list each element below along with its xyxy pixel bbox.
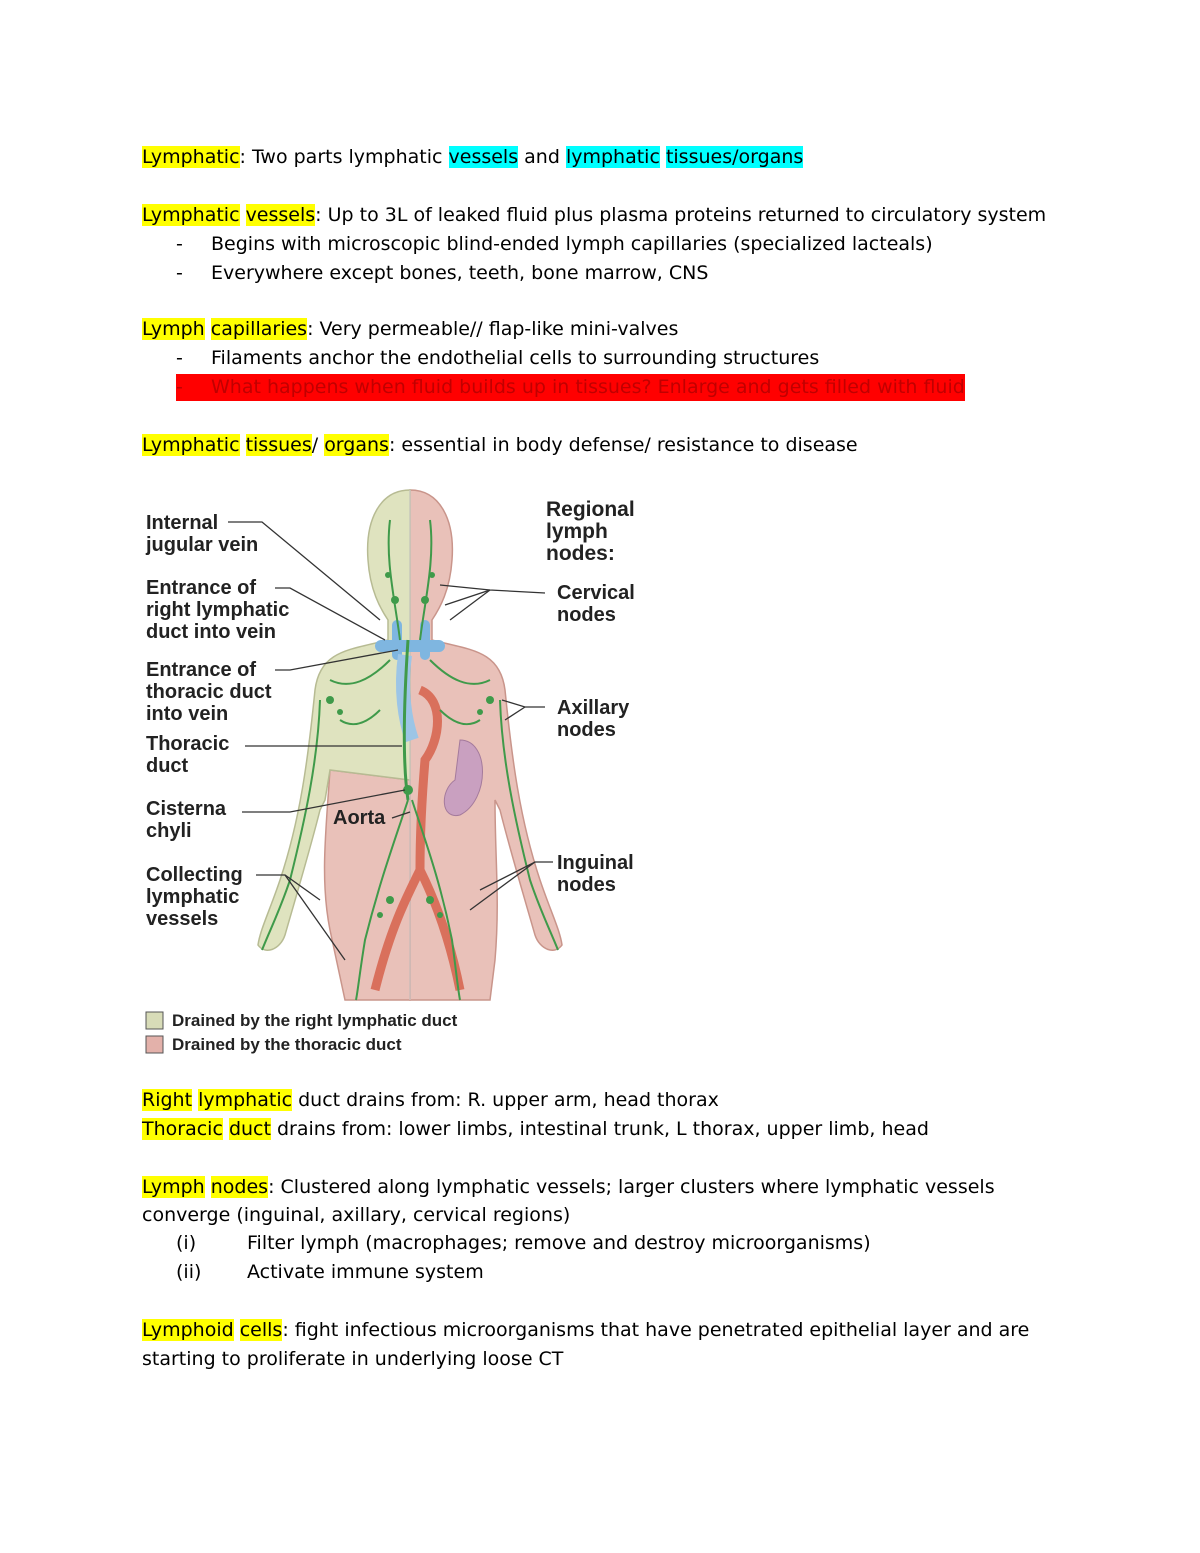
highlight-term: Lymphoid: [142, 1319, 234, 1341]
nodes-line: Lymph nodes: Clustered along lymphatic vessels; larger clusters where lymphatic vessels: [142, 1176, 995, 1198]
highlight-term: Right: [142, 1089, 193, 1111]
highlight-term: Lymphatic: [142, 204, 240, 226]
label-axillary-nodes: Axillary nodes: [557, 697, 630, 741]
bullet-item: Filaments anchor the endothelial cells to surrounding structures: [211, 347, 820, 369]
list-item: Activate immune system: [247, 1261, 484, 1283]
highlight-term: nodes: [210, 1176, 269, 1198]
label-thoracic-duct-entrance: Entrance of thoracic duct into vein: [146, 659, 272, 725]
bullet-dash: -: [176, 262, 183, 284]
legend-swatch-thoracic: [146, 1036, 163, 1053]
list-number: (ii): [176, 1261, 202, 1283]
label-cervical-nodes: Cervical nodes: [557, 582, 635, 626]
label-collecting-vessels: Collecting lymphatic vessels: [146, 864, 243, 930]
highlight-term: Thoracic: [142, 1118, 223, 1140]
right-duct-line: Right lymphatic duct drains from: R. upper arm, head thorax: [142, 1089, 719, 1111]
label-internal-jugular: Internal jugular vein: [146, 512, 259, 556]
highlight-term: vessels: [245, 204, 316, 226]
legend-label-right: Drained by the right lymphatic duct: [172, 1011, 458, 1030]
vessels-line: Lymphatic vessels: Up to 3L of leaked fluid plus plasma proteins returned to circulatory system: [142, 204, 1047, 226]
highlight-term: Lymphatic: [142, 146, 240, 168]
nodes-line-2: converge (inguinal, axillary, cervical regions): [142, 1204, 571, 1226]
highlight-term: Lymph: [142, 1176, 205, 1198]
highlight-term: lymphatic: [565, 146, 660, 168]
highlight-term: vessels: [448, 146, 519, 168]
legend-label-thoracic: Drained by the thoracic duct: [172, 1035, 402, 1054]
highlight-term: lymphatic: [198, 1089, 293, 1111]
lymphoid-line: Lymphoid cells: fight infectious microorganisms that have penetrated epithelial layer and are: [142, 1319, 1030, 1341]
list-number: (i): [176, 1232, 197, 1254]
lymphoid-line-2: starting to proliferate in underlying loose CT: [142, 1348, 564, 1370]
highlight-term: tissues: [665, 146, 733, 168]
bullet-dash: -: [176, 376, 183, 398]
highlight-term: Lymphatic: [142, 434, 240, 456]
tissues-line: Lymphatic tissues/ organs: essential in body defense/ resistance to disease: [142, 434, 858, 456]
highlight-term: cells: [239, 1319, 283, 1341]
label-right-duct-entrance: Entrance of right lymphatic duct into vein: [146, 577, 290, 643]
intro-line: Lymphatic: Two parts lymphatic vessels and lymphatic tissues/organs: [142, 146, 804, 168]
highlight-term: tissues: [245, 434, 312, 456]
legend-swatch-right: [146, 1012, 163, 1029]
label-inguinal-nodes: Inguinal nodes: [557, 852, 634, 896]
bullet-dash: -: [176, 233, 183, 255]
bullet-dash: -: [176, 347, 183, 369]
highlight-term: capillaries: [210, 318, 308, 340]
capillaries-line: Lymph capillaries: Very permeable// flap-like mini-valves: [142, 318, 679, 340]
thoracic-duct-line: Thoracic duct drains from: lower limbs, intestinal trunk, L thorax, upper limb, head: [142, 1118, 929, 1140]
bullet-item: Everywhere except bones, teeth, bone marrow, CNS: [211, 262, 709, 284]
label-thoracic-duct: Thoracic duct: [146, 733, 230, 777]
list-item: Filter lymph (macrophages; remove and destroy microorganisms): [247, 1232, 871, 1254]
highlight-term: organs: [324, 434, 389, 456]
highlight-term: duct: [228, 1118, 271, 1140]
label-cisterna-chyli: Cisterna chyli: [146, 798, 227, 842]
highlight-term: organs: [738, 146, 804, 168]
figure-heading: Regional lymph nodes:: [546, 498, 635, 565]
highlight-term: Lymph: [142, 318, 205, 340]
label-aorta: Aorta: [333, 807, 386, 829]
bullet-item-highlighted: What happens when fluid builds up in tissues? Enlarge and gets filled with fluid: [211, 376, 965, 398]
bullet-item: Begins with microscopic blind-ended lymph capillaries (specialized lacteals): [211, 233, 933, 255]
